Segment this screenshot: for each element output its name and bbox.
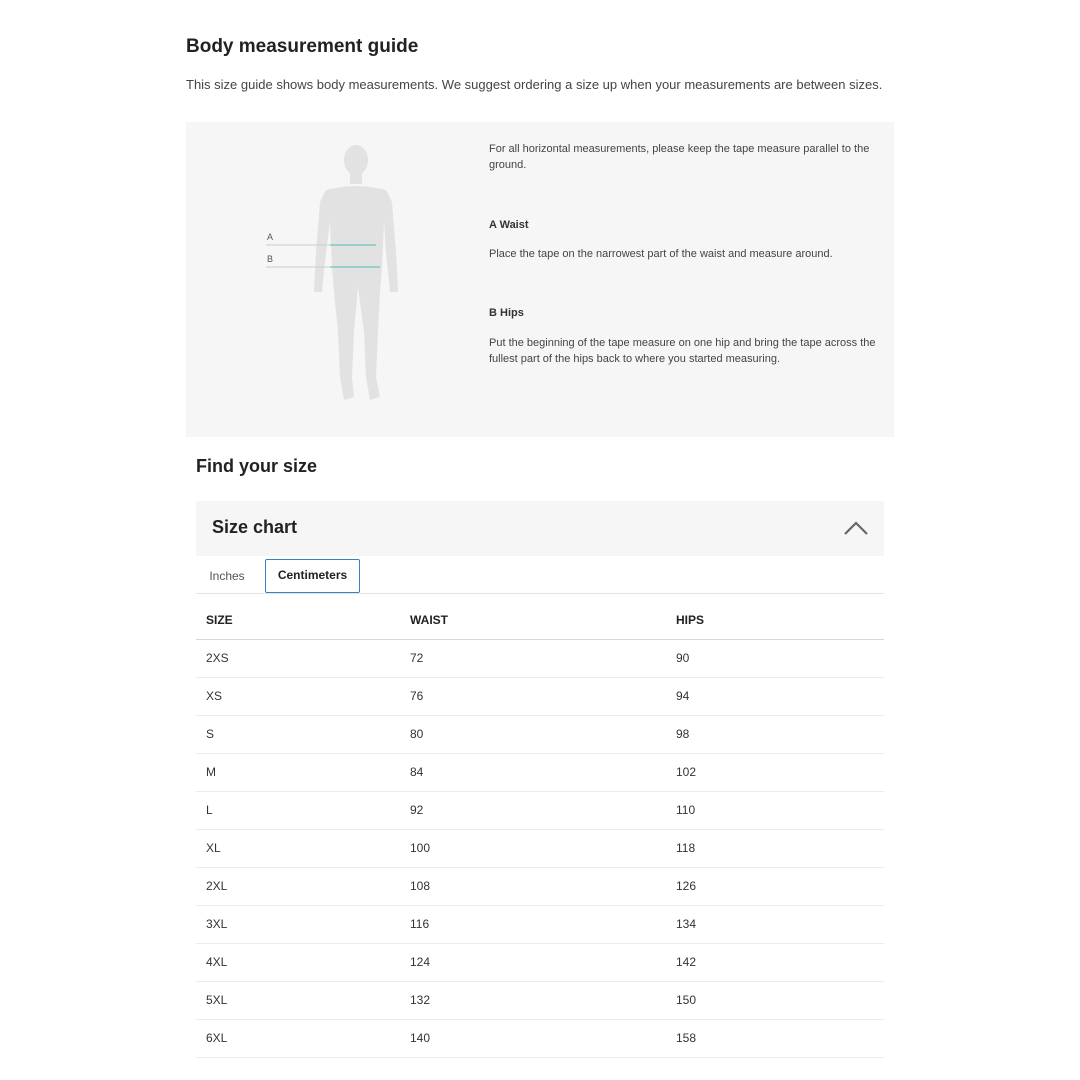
column-header-hips: HIPS (666, 601, 884, 639)
hips-cell: 90 (666, 639, 884, 677)
size-cell: L (196, 791, 400, 829)
waist-instruction-text: Place the tape on the narrowest part of the waist and measure around. (489, 248, 833, 260)
table-row (196, 791, 884, 829)
hips-instruction-title: B Hips (489, 307, 524, 319)
guide-intro-text: This size guide shows body measurements. We suggest ordering a size up when your measurements are between sizes. (186, 77, 883, 92)
hips-cell: 142 (666, 943, 884, 981)
size-cell: S (196, 715, 400, 753)
general-instruction: For all horizontal measurements, please keep the tape measure parallel to the ground. (489, 143, 870, 171)
table-header-row (196, 601, 884, 639)
table-row (196, 867, 884, 905)
table-row (196, 639, 884, 677)
size-cell: M (196, 753, 400, 791)
hips-cell: 126 (666, 867, 884, 905)
waist-cell: 76 (400, 677, 666, 715)
table-row (196, 829, 884, 867)
hips-cell: 134 (666, 905, 884, 943)
waist-instruction-title: A Waist (489, 219, 529, 231)
hips-cell: 118 (666, 829, 884, 867)
waist-cell: 116 (400, 905, 666, 943)
column-header-size: SIZE (196, 601, 400, 639)
waist-cell: 72 (400, 639, 666, 677)
size-cell: 5XL (196, 981, 400, 1019)
size-cell: 2XS (196, 639, 400, 677)
column-header-waist: WAIST (400, 601, 666, 639)
hips-marker-label: B (267, 254, 274, 264)
measurement-guide-panel (186, 122, 894, 437)
waist-cell: 124 (400, 943, 666, 981)
size-cell: XL (196, 829, 400, 867)
table-row (196, 1019, 884, 1057)
size-chart-accordion-header[interactable] (196, 501, 884, 556)
body-figure-illustration (267, 142, 414, 407)
hips-instruction-text: Put the beginning of the tape measure on one hip and bring the tape across the fullest part of the hips back to where you started measuring. (489, 337, 876, 365)
find-size-title: Find your size (196, 456, 318, 476)
waist-marker-label: A (267, 232, 274, 242)
size-cell: 2XL (196, 867, 400, 905)
waist-cell: 140 (400, 1019, 666, 1057)
table-row (196, 981, 884, 1019)
table-row (196, 677, 884, 715)
waist-cell: 100 (400, 829, 666, 867)
chevron-up-icon[interactable] (842, 519, 870, 537)
hips-cell: 98 (666, 715, 884, 753)
size-chart-title: Size chart (212, 517, 298, 537)
table-row (196, 943, 884, 981)
waist-cell: 84 (400, 753, 666, 791)
guide-title: Body measurement guide (186, 36, 419, 57)
hips-cell: 110 (666, 791, 884, 829)
table-row (196, 753, 884, 791)
tab-centimeters[interactable]: Centimeters (265, 559, 360, 593)
waist-cell: 92 (400, 791, 666, 829)
size-cell: 6XL (196, 1019, 400, 1057)
size-cell: 4XL (196, 943, 400, 981)
waist-cell: 132 (400, 981, 666, 1019)
size-cell: 3XL (196, 905, 400, 943)
table-row (196, 715, 884, 753)
size-table (196, 601, 884, 1058)
tab-inches[interactable]: Inches (209, 569, 245, 583)
unit-tabs (196, 556, 884, 594)
hips-cell: 94 (666, 677, 884, 715)
size-cell: XS (196, 677, 400, 715)
table-row (196, 905, 884, 943)
hips-cell: 102 (666, 753, 884, 791)
waist-cell: 108 (400, 867, 666, 905)
hips-cell: 158 (666, 1019, 884, 1057)
hips-cell: 150 (666, 981, 884, 1019)
waist-cell: 80 (400, 715, 666, 753)
